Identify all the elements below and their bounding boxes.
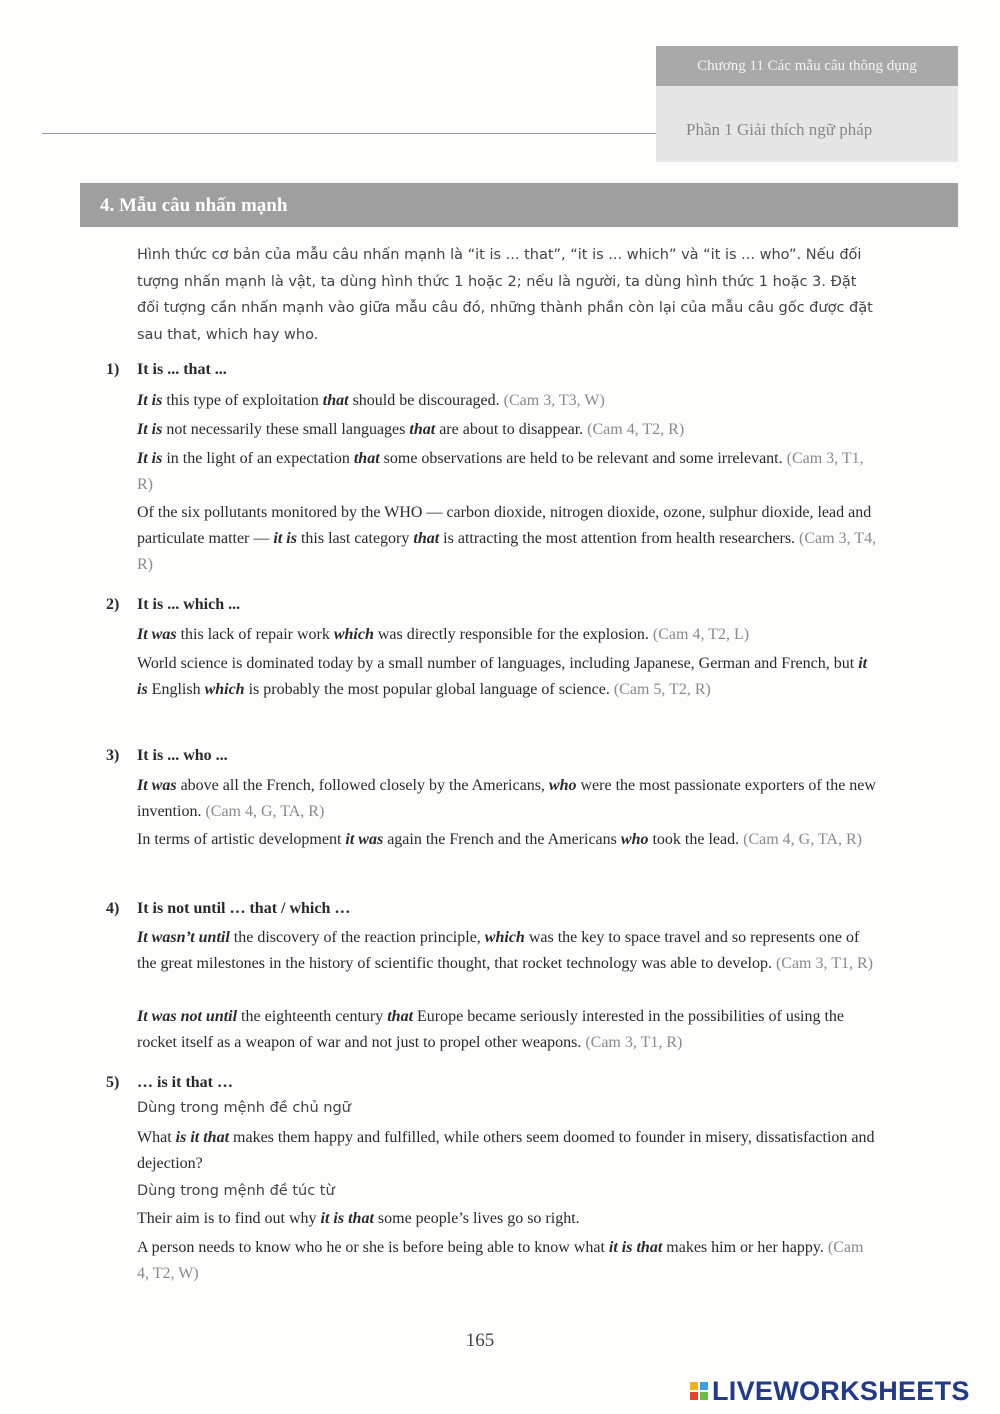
section-intro: Hình thức cơ bản của mẫu câu nhấn mạnh là “it is ... that”, “it is ... which” và “it is ... who”. Nếu đối tượng nhấn mạnh là vật, ta dùng hình thức 1 hoặc 2; nếu là người, ta dùng hình thức 1 hoặc 3. Đặt đối tượng cần nhấn mạnh vào giữa mẫu câu đó, những thành phần còn lại của mẫu câu gốc được đặt sau that, which hay who.	[137, 247, 873, 343]
logo-icon	[690, 1382, 708, 1400]
section-title: 4. Mẫu câu nhấn mạnh	[100, 195, 288, 216]
example: It is not necessarily these small languages that are about to disappear. (Cam 4, T2, R)	[137, 421, 685, 438]
page-number: 165	[465, 1330, 495, 1351]
example: A person needs to know who he or she is before being able to know what it is that makes him or her happy. (Cam 4, T2, W)	[137, 1239, 864, 1282]
item-heading: It is ... who ...	[137, 747, 228, 764]
item-heading: It is ... that ...	[137, 361, 227, 378]
part-label: Phần 1 Giải thích ngữ pháp	[686, 120, 873, 139]
item-number: 2)	[106, 596, 120, 613]
example: It wasn’t until the discovery of the reaction principle, which was the key to space travel and so represents one of the great milestones in the history of scientific thought, that rocket technology was able to develop. (Cam 3, T1, R)	[137, 929, 873, 972]
example: What is it that makes them happy and fulfilled, while others seem doomed to founder in misery, dissatisfaction and dejection?	[137, 1129, 875, 1172]
liveworksheets-logo	[690, 1374, 970, 1408]
example: It is in the light of an expectation that some observations are held to be relevant and some irrelevant. (Cam 3, T1, R)	[137, 450, 864, 493]
example: Of the six pollutants monitored by the WHO — carbon dioxide, nitrogen dioxide, ozone, sulphur dioxide, lead and particulate matter — it is this last category that is attracting the most attention from health researchers. (Cam 3, T4, R)	[137, 504, 877, 573]
example: It was this lack of repair work which was directly responsible for the explosion. (Cam 4, T2, L)	[137, 626, 750, 643]
item-number: 5)	[106, 1074, 120, 1091]
example: Their aim is to find out why it is that some people’s lives go so right.	[137, 1210, 580, 1227]
usage-note: Dùng trong mệnh đề chủ ngữ	[137, 1100, 351, 1116]
example: In terms of artistic development it was again the French and the Americans who took the lead. (Cam 4, G, TA, R)	[137, 831, 862, 848]
example: It was above all the French, followed closely by the Americans, who were the most passionate exporters of the new invention. (Cam 4, G, TA, R)	[137, 777, 876, 820]
example: World science is dominated today by a small number of languages, including Japanese, German and French, but it is English which is probably the most popular global language of science. (Cam 5, T2, R)	[137, 655, 868, 698]
item-number: 1)	[106, 361, 120, 378]
item-heading: It is not until … that / which …	[137, 900, 351, 917]
item-heading: … is it that …	[137, 1074, 233, 1091]
item-heading: It is ... which ...	[137, 596, 241, 613]
example: It was not until the eighteenth century that Europe became seriously interested in the possibilities of using the rocket itself as a weapon of war and not just to propel other weapons. (Cam 3, T1, R)	[137, 1008, 845, 1051]
usage-note: Dùng trong mệnh đề túc từ	[137, 1183, 335, 1199]
item-number: 3)	[106, 747, 120, 764]
item-number: 4)	[106, 900, 120, 917]
logo-text: LIVEWORKSHEETS	[712, 1375, 970, 1406]
example: It is this type of exploitation that should be discouraged. (Cam 3, T3, W)	[137, 392, 605, 409]
chapter-tab: Chương 11 Các mẫu câu thông dụng	[656, 46, 958, 86]
